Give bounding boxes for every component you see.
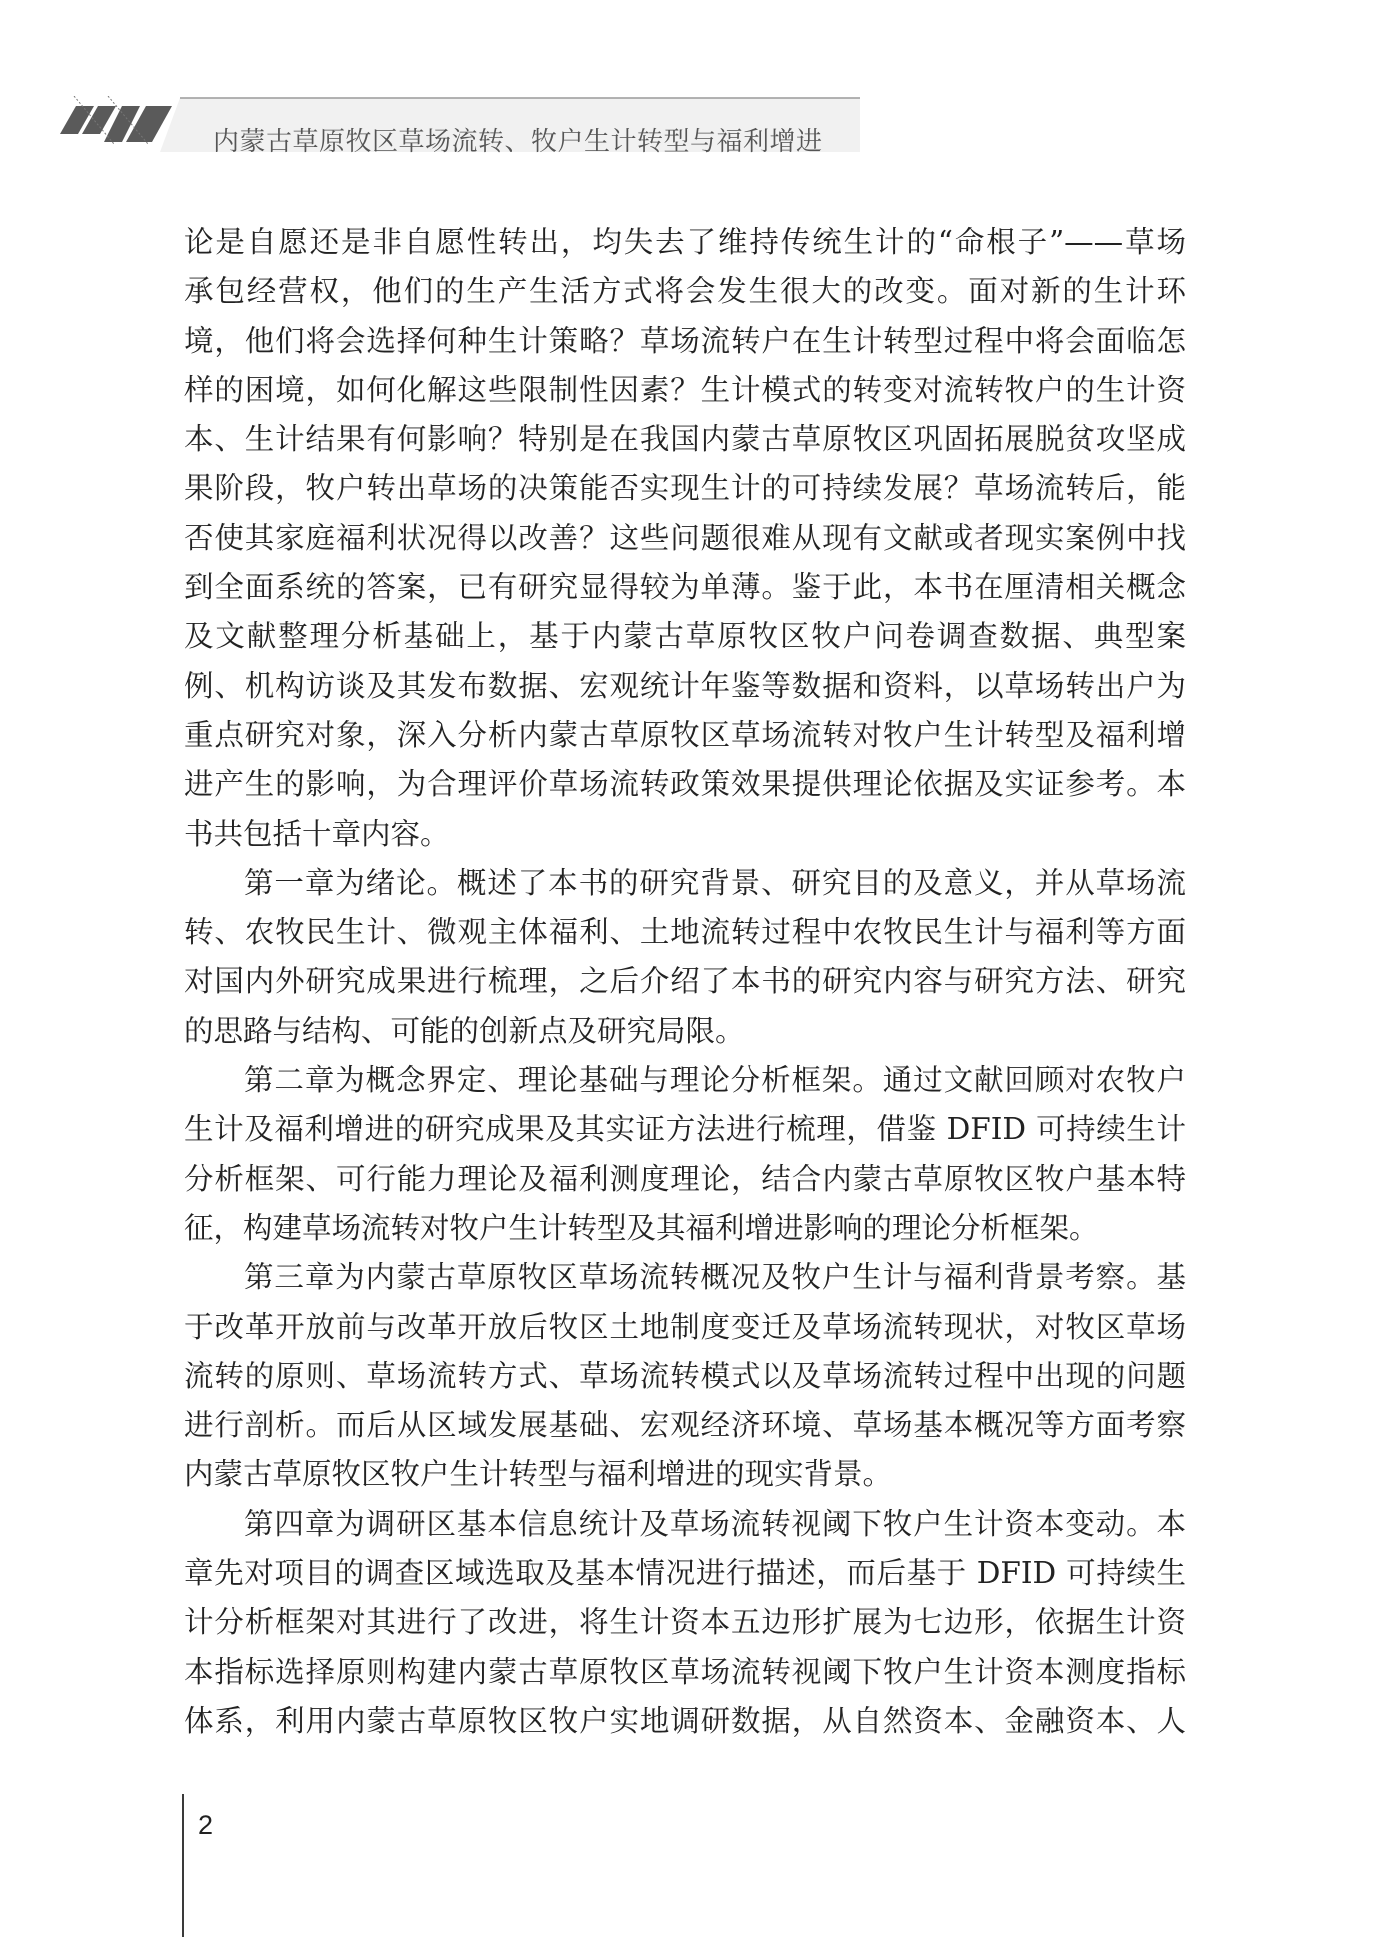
paragraph — [184, 1056, 1186, 1253]
text-line: 分析框架、可行能力理论及福利测度理论，结合内蒙古草原牧区牧户基本特 — [184, 1161, 1186, 1196]
paragraph — [184, 859, 1186, 1056]
text-line: 征，构建草场流转对牧户生计转型及其福利增进影响的理论分析框架。 — [184, 1210, 1099, 1245]
text-line: 转、农牧民生计、微观主体福利、土地流转过程中农牧民生计与福利等方面 — [184, 915, 1186, 950]
text-line: 本指标选择原则构建内蒙古草原牧区草场流转视阈下牧户生计资本测度指标 — [184, 1654, 1186, 1689]
paragraph — [184, 1500, 1186, 1746]
text-line: 生计及福利增进的研究成果及其实证方法进行梳理，借鉴 DFID 可持续生计 — [184, 1112, 1186, 1147]
text-line: 书共包括十章内容。 — [184, 816, 450, 851]
text-line: 重点研究对象，深入分析内蒙古草原牧区草场流转对牧户生计转型及福利增 — [184, 717, 1186, 752]
text-line: 第一章为绪论。概述了本书的研究背景、研究目的及意义，并从草场流 — [244, 865, 1186, 900]
text-line: 于改革开放前与改革开放后牧区土地制度变迁及草场流转现状，对牧区草场 — [184, 1309, 1186, 1344]
paragraph — [184, 1253, 1186, 1499]
text-line: 境，他们将会选择何种生计策略？草场流转户在生计转型过程中将会面临怎 — [184, 323, 1186, 358]
text-line: 到全面系统的答案，已有研究显得较为单薄。鉴于此，本书在厘清相关概念 — [184, 570, 1186, 605]
text-line: 章先对项目的调查区域选取及基本情况进行描述，而后基于 DFID 可持续生 — [184, 1556, 1186, 1591]
text-line: 流转的原则、草场流转方式、草场流转模式以及草场流转过程中出现的问题 — [184, 1358, 1186, 1393]
text-line: 第二章为概念界定、理论基础与理论分析框架。通过文献回顾对农牧户 — [244, 1063, 1186, 1098]
text-line: 及文献整理分析基础上，基于内蒙古草原牧区牧户问卷调查数据、典型案 — [184, 619, 1186, 654]
body-text — [184, 218, 1186, 1746]
text-line: 的思路与结构、可能的创新点及研究局限。 — [184, 1013, 745, 1048]
text-line: 计分析框架对其进行了改进，将生计资本五边形扩展为七边形，依据生计资 — [184, 1605, 1186, 1640]
text-line: 本、生计结果有何影响？特别是在我国内蒙古草原牧区巩固拓展脱贫攻坚成 — [184, 422, 1186, 457]
text-line: 进产生的影响，为合理评价草场流转政策效果提供理论依据及实证参考。本 — [184, 767, 1186, 802]
running-header — [0, 0, 1385, 180]
footer-rule — [182, 1794, 184, 1937]
text-line: 样的困境，如何化解这些限制性因素？生计模式的转变对流转牧户的生计资 — [184, 372, 1186, 407]
text-line: 体系，利用内蒙古草原牧区牧户实地调研数据，从自然资本、金融资本、人 — [184, 1703, 1186, 1738]
text-line: 对国内外研究成果进行梳理，之后介绍了本书的研究内容与研究方法、研究 — [184, 964, 1186, 999]
text-line: 论是自愿还是非自愿性转出，均失去了维持传统生计的“命根子”——草场 — [184, 225, 1186, 259]
text-line: 内蒙古草原牧区牧户生计转型与福利增进的现实背景。 — [184, 1457, 893, 1492]
text-line: 承包经营权，他们的生产生活方式将会发生很大的改变。面对新的生计环 — [184, 274, 1186, 309]
text-line: 第三章为内蒙古草原牧区草场流转概况及牧户生计与福利背景考察。基 — [244, 1260, 1186, 1295]
text-line: 例、机构访谈及其发布数据、宏观统计年鉴等数据和资料，以草场转出户为 — [184, 668, 1186, 703]
page-number: 2 — [198, 1810, 214, 1840]
paragraph — [184, 218, 1186, 859]
text-line: 进行剖析。而后从区域发展基础、宏观经济环境、草场基本概况等方面考察 — [184, 1408, 1186, 1443]
text-line: 第四章为调研区基本信息统计及草场流转视阈下牧户生计资本变动。本 — [244, 1506, 1186, 1541]
text-line: 果阶段，牧户转出草场的决策能否实现生计的可持续发展？草场流转后，能 — [184, 471, 1186, 506]
running-header-title: 内蒙古草原牧区草场流转、牧户生计转型与福利增进 — [213, 127, 823, 157]
text-line: 否使其家庭福利状况得以改善？这些问题很难从现有文献或者现实案例中找 — [184, 520, 1186, 555]
